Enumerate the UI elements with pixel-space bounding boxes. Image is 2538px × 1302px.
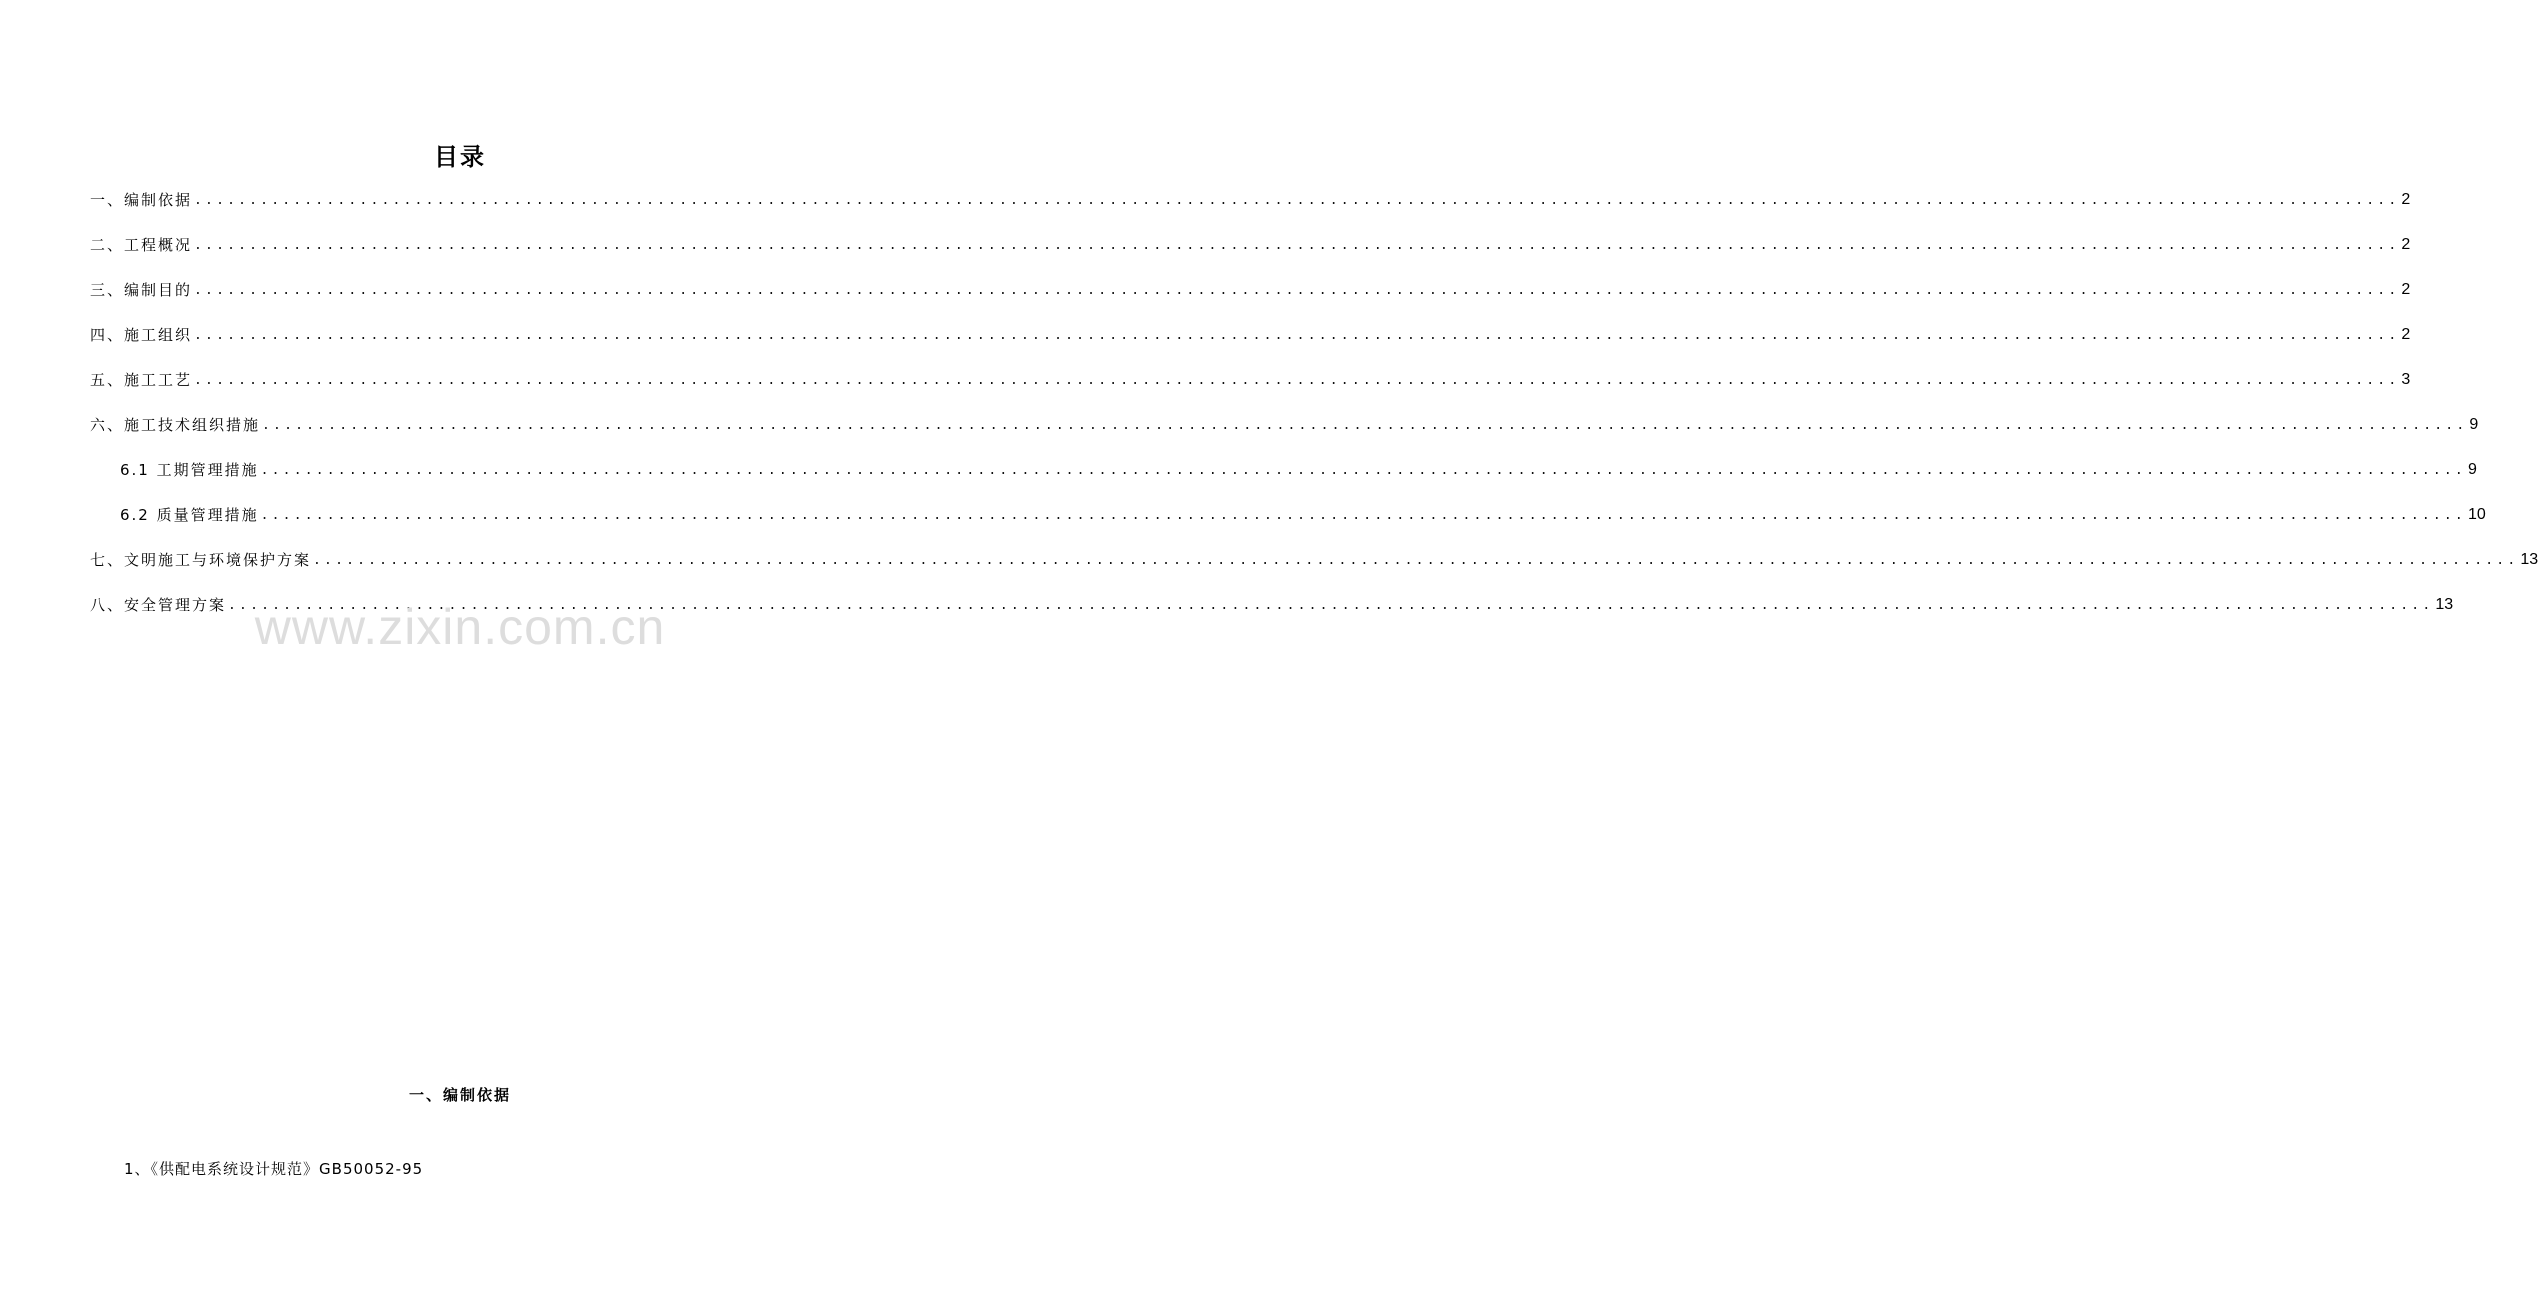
toc-entry-label: 八、安全管理方案: [90, 596, 227, 614]
toc-leader-dots: ........................................................................................................................................................................................................: [194, 283, 2400, 298]
toc-entry-page: 9: [2467, 461, 2477, 478]
toc-entry[interactable]: [90, 414, 2479, 436]
toc-entry-label: 五、施工工艺: [90, 371, 193, 389]
toc-entry-page: 2: [2401, 281, 2411, 298]
toc-entry-page: 3: [2401, 371, 2411, 388]
toc-leader-dots: ........................................................................................................................................................................................................: [262, 418, 2468, 433]
toc-leader-dots: ........................................................................................................................................................................................................: [194, 238, 2400, 253]
toc-entry-label: 一、编制依据: [90, 191, 193, 209]
toc-title: 目录: [434, 143, 486, 171]
toc-entry[interactable]: [90, 324, 2411, 346]
toc-entry-label: 七、文明施工与环境保护方案: [90, 551, 312, 569]
toc-entry-label: 6.1 工期管理措施: [120, 461, 259, 479]
toc-entry[interactable]: [90, 189, 2411, 211]
toc-leader-dots: ........................................................................................................................................................................................................: [260, 463, 2466, 478]
section-heading: 一、编制依据: [408, 1086, 511, 1104]
toc-entry-page: 13: [2435, 596, 2454, 613]
toc-entry-page: 2: [2401, 236, 2411, 253]
toc-leader-dots: ........................................................................................................................................................................................................: [228, 598, 2434, 613]
toc-entry[interactable]: [90, 369, 2411, 391]
toc-entry-page: 2: [2401, 191, 2411, 208]
toc-leader-dots: ........................................................................................................................................................................................................: [313, 553, 2519, 568]
toc-entry-label: 二、工程概况: [90, 236, 193, 254]
toc-entry-page: 10: [2467, 506, 2486, 523]
toc-entry-label: 三、编制目的: [90, 281, 193, 299]
toc-entry-page: 13: [2520, 551, 2538, 568]
toc-leader-dots: ........................................................................................................................................................................................................: [260, 508, 2466, 523]
toc-subentry[interactable]: [120, 459, 2477, 481]
toc-entry-label: 四、施工组织: [90, 326, 193, 344]
toc-entry-label: 6.2 质量管理措施: [120, 506, 259, 524]
toc-leader-dots: ........................................................................................................................................................................................................: [194, 328, 2400, 343]
toc-entry-page: 2: [2401, 326, 2411, 343]
toc-subentry[interactable]: [120, 504, 2486, 526]
watermark: www.zixin.com.cn: [254, 599, 666, 655]
toc-leader-dots: ........................................................................................................................................................................................................: [194, 373, 2400, 388]
reference-line: 1、《供配电系统设计规范》GB50052-95: [124, 1160, 424, 1178]
toc-leader-dots: ........................................................................................................................................................................................................: [194, 193, 2400, 208]
toc-entry[interactable]: [90, 549, 2538, 571]
toc-entry[interactable]: [90, 234, 2411, 256]
toc-entry-label: 六、施工技术组织措施: [90, 416, 261, 434]
toc-entry[interactable]: [90, 279, 2411, 301]
toc-entry-page: 9: [2469, 416, 2479, 433]
